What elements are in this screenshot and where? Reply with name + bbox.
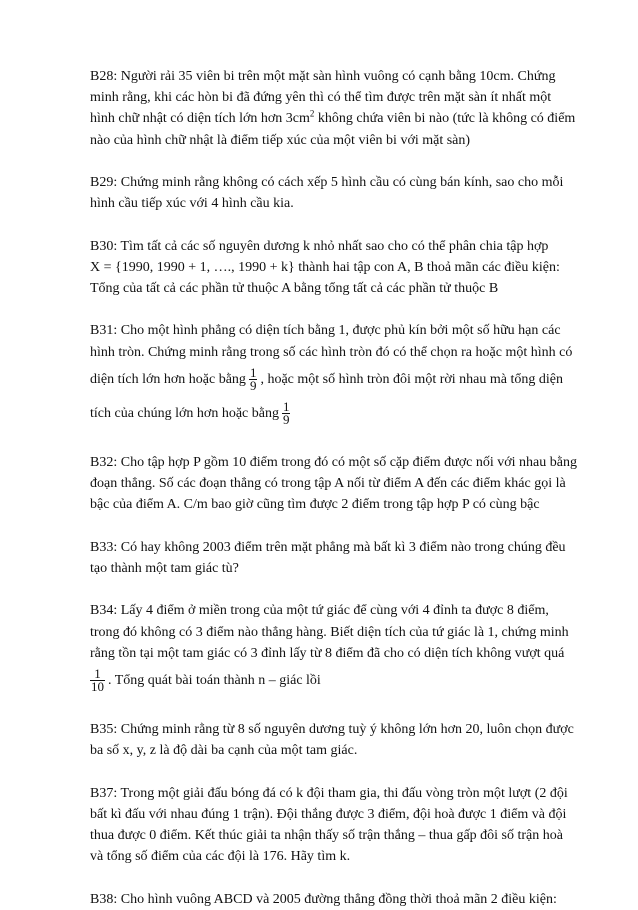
problem-b28 [90, 66, 588, 151]
text-line [90, 363, 588, 397]
text-segment: diện tích lớn hơn hoặc bằng [90, 371, 246, 387]
text-line: B38: Cho hình vuông ABCD và 2005 đường thẳng đồng thời thoả mãn 2 điều kiện: [90, 891, 557, 907]
text-line: Tổng của tất cả các phần tử thuộc A bằng tổng tất cả các phần tử thuộc B [90, 281, 499, 296]
problem-b34 [90, 600, 588, 698]
fraction-denominator: 9 [282, 412, 290, 428]
fraction [249, 367, 258, 392]
text-line: bất kì đấu với nhau đúng 1 trận). Đội thắng được 3 điểm, đội hoà được 1 điểm và đội [90, 806, 567, 822]
text-line: B35: Chứng minh rằng từ 8 số nguyên dương tuỳ ý không lớn hơn 20, luôn chọn được [90, 722, 574, 738]
problem-b31 [90, 320, 588, 430]
fraction [90, 668, 105, 693]
text-line: B31: Cho một hình phẳng có diện tích bằng 1, được phủ kín bởi một số hữu hạn các [90, 323, 561, 339]
fraction-numerator: 1 [282, 399, 290, 415]
text-line [90, 397, 588, 431]
problem-b37 [90, 783, 588, 868]
text-line: đoạn thẳng. Số các đoạn thẳng có trong tập A nối từ điểm A đến các điểm khác gọi là [90, 476, 566, 492]
fraction [282, 401, 291, 426]
problem-b30 [90, 236, 588, 300]
superscript: 2 [309, 108, 315, 119]
text-line: tạo thành một tam giác tù? [90, 560, 239, 576]
text-line: X = {1990, 1990 + 1, …., 1990 + k} thành hai tập con A, B thoả mãn các điều kiện: [90, 259, 560, 275]
problem-b35 [90, 719, 588, 761]
text-line: B28: Người rải 35 viên bi trên một mặt sàn hình vuông có cạnh bằng 10cm. Chứng [90, 69, 556, 84]
text-line: B33: Có hay không 2003 điểm trên mặt phẳng mà bất kì 3 điểm nào trong chúng đều [90, 539, 566, 555]
text-line: và tổng số điểm của các đội là 176. Hãy tìm k. [90, 849, 351, 865]
text-line [90, 108, 588, 129]
text-segment: không chứa viên bi nào (tức là không có điểm [314, 111, 576, 127]
text-line: hình cầu tiếp xúc với 4 hình cầu kia. [90, 196, 294, 212]
text-segment: tích của chúng lớn hơn hoặc bằng [90, 405, 279, 421]
text-line [90, 664, 588, 698]
text-line: thua được 0 điểm. Kết thúc giải ta nhận thấy số trận thắng – thua gấp đôi số trận hoà [90, 828, 563, 844]
text-line: bậc của điểm A. C/m bao giờ cũng tìm được 2 điểm trong tập hợp P có cùng bậc [90, 497, 540, 513]
fraction-numerator: 1 [249, 365, 257, 381]
text-line: B34: Lấy 4 điểm ở miền trong của một tứ giác để cùng với 4 đỉnh ta được 8 điểm, [90, 603, 549, 619]
text-line: hình tròn. Chứng minh rằng trong số các hình tròn đó có thể chọn ra hoặc một hình có [90, 344, 573, 360]
fraction-denominator: 10 [91, 679, 104, 695]
fraction-denominator: 9 [249, 378, 257, 394]
text-line: minh rằng, khi các hòn bi đã đứng yên thì có thể tìm được trên mặt sàn ít nhất một [90, 90, 552, 106]
problem-b38 [90, 889, 588, 910]
text-segment: hình chữ nhật có diện tích lớn hơn 3cm [90, 111, 310, 127]
text-segment: . Tổng quát bài toán thành n – giác lồi [108, 672, 321, 688]
text-line: nào của hình chữ nhật là điểm tiếp xúc của một viên bi với mặt sàn) [90, 132, 471, 148]
problem-b33 [90, 537, 588, 579]
text-line: B37: Trong một giải đấu bóng đá có k đội tham gia, thi đấu vòng tròn một lượt (2 đội [90, 785, 568, 801]
text-line: B29: Chứng minh rằng không có cách xếp 5 hình cầu có cùng bán kính, sao cho mỗi [90, 175, 564, 190]
text-line: B32: Cho tập hợp P gồm 10 điểm trong đó có một số cặp điểm được nối với nhau bằng [90, 454, 577, 470]
fraction-numerator: 1 [90, 668, 105, 681]
text-line: trong đó không có 3 điểm nào thẳng hàng. Biết diện tích của tứ giác là 1, chứng minh [90, 624, 569, 640]
text-line: rằng tồn tại một tam giác có 3 đỉnh lấy từ 8 điểm đã cho có diện tích không vượt quá [90, 645, 565, 661]
text-line: ba số x, y, z là độ dài ba cạnh của một tam giác. [90, 743, 358, 759]
text-line: B30: Tìm tất cả các số nguyên dương k nhỏ nhất sao cho có thể phân chia tập hợp [90, 238, 549, 254]
problem-b29 [90, 172, 588, 214]
problem-b32 [90, 452, 588, 516]
text-segment: , hoặc một số hình tròn đôi một rời nhau mà tổng diện [260, 371, 563, 387]
